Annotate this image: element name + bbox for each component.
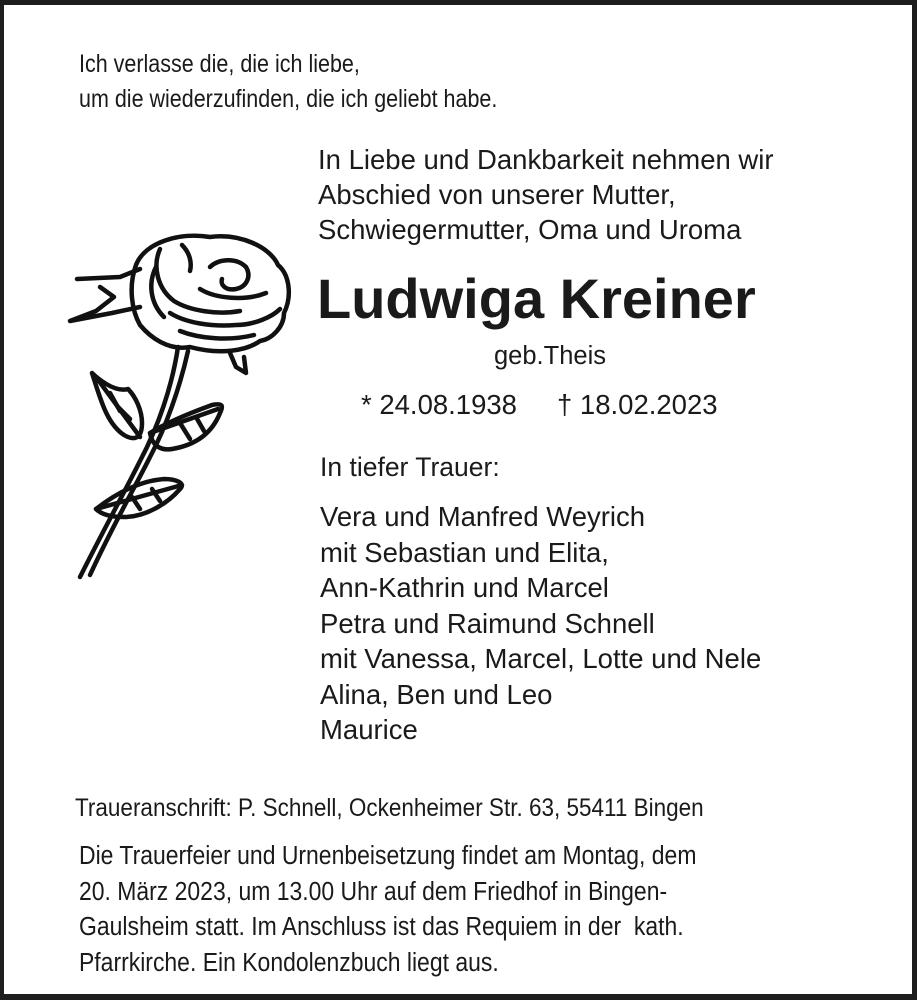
maiden-name: geb.Theis	[494, 342, 606, 370]
deceased-name: Ludwiga Kreiner	[317, 267, 756, 330]
service-line: 20. März 2023, um 13.00 Uhr auf dem Friedhof in Bingen-	[79, 877, 668, 906]
mourner-line: Alina, Ben und Leo	[320, 678, 553, 710]
mourner-line: Vera und Manfred Weyrich	[320, 501, 646, 532]
obituary-notice	[4, 5, 912, 994]
mourner-line: Maurice	[320, 714, 418, 745]
service-line: Gaulsheim statt. Im Anschluss ist das Requiem in der kath.	[79, 913, 684, 941]
mourner-line: Petra und Raimund Schnell	[320, 607, 655, 639]
intro-line: Schwiegermutter, Oma und Uroma	[318, 214, 742, 245]
motto-line: um die wiederzufinden, die ich geliebt habe.	[79, 85, 498, 113]
mourners-list	[320, 499, 761, 748]
intro-text	[318, 142, 774, 247]
mourning-heading: In tiefer Trauer:	[320, 452, 500, 482]
motto-quote	[79, 47, 497, 117]
mourning-address: Traueranschrift: P. Schnell, Ockenheimer Str. 63, 55411 Bingen	[75, 794, 704, 822]
motto-line: Ich verlasse die, die ich liebe,	[79, 50, 360, 78]
mourner-line: mit Sebastian und Elita,	[320, 536, 609, 568]
service-line: Die Trauerfeier und Urnenbeisetzung findet am Montag, dem	[79, 842, 697, 870]
service-info	[79, 839, 696, 981]
life-dates	[361, 387, 718, 423]
service-line: Pfarrkirche. Ein Kondolenzbuch liegt aus.	[79, 948, 499, 977]
mourner-line: mit Vanessa, Marcel, Lotte und Nele	[320, 643, 762, 674]
mourner-line: Ann-Kathrin und Marcel	[320, 572, 609, 603]
birth-date: * 24.08.1938	[361, 389, 517, 420]
death-date: † 18.02.2023	[556, 389, 718, 420]
intro-line: In Liebe und Dankbarkeit nehmen wir	[318, 144, 774, 175]
intro-line: Abschied von unserer Mutter,	[318, 179, 676, 210]
rose-icon	[40, 227, 310, 587]
